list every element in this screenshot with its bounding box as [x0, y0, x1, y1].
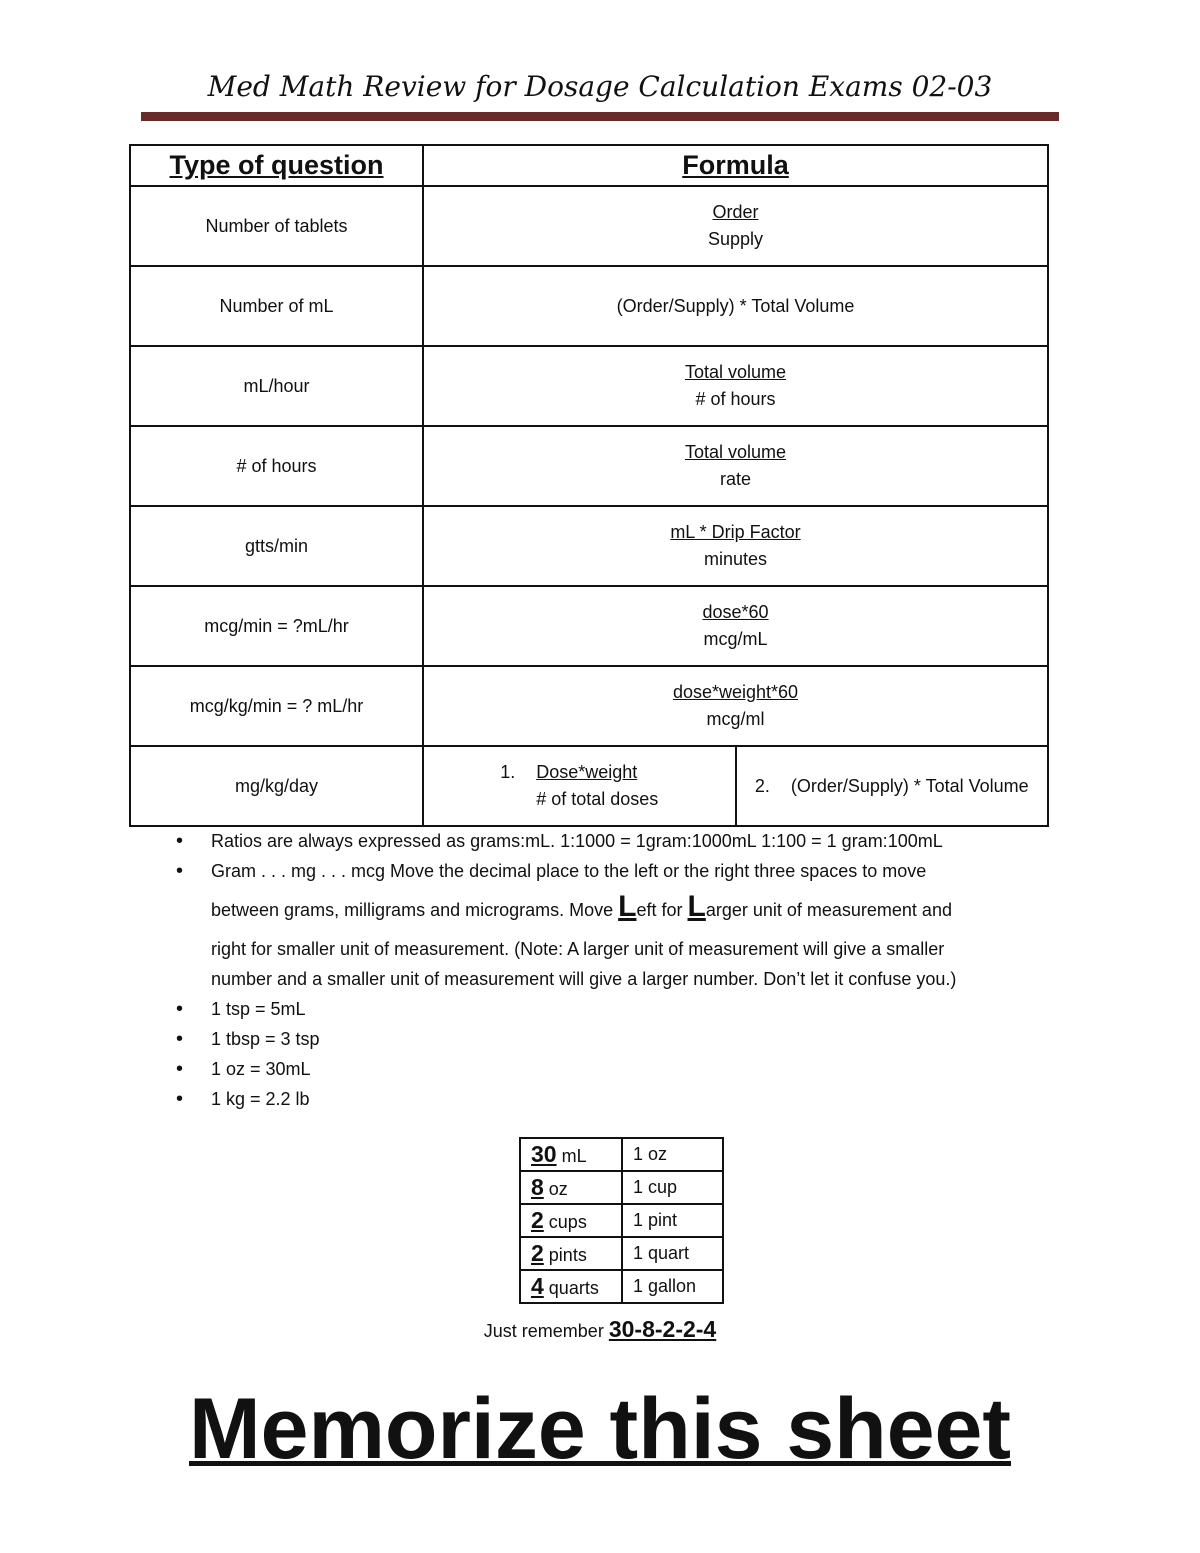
gram-note-line: • Gram . . . mg . . . mcg Move the decimal place to the left or the right three spaces to move: [211, 861, 927, 881]
page-title: Med Math Review for Dosage Calculation Exams 02-03: [207, 70, 993, 103]
formula-cell: [423, 586, 1048, 666]
gram-note-text: eft for: [636, 900, 688, 920]
gram-note-text: arger unit of measurement and: [705, 900, 952, 920]
conversion-number: 4: [531, 1273, 544, 1299]
question-type: Number of mL: [130, 266, 423, 346]
formula-header: Formula: [423, 145, 1048, 186]
formula-numerator: Dose*weight: [536, 762, 638, 782]
list-item: [176, 826, 1056, 856]
formula-numerator: mL * Drip Factor: [670, 522, 801, 542]
conversion-unit: oz: [543, 1179, 568, 1199]
formula-denominator: # of hours: [695, 389, 776, 409]
conversion-quantity: [520, 1237, 622, 1270]
table-row: [520, 1138, 723, 1171]
conversion-number: 8: [531, 1174, 544, 1200]
formula-denominator: mcg/ml: [706, 709, 765, 729]
formula-table: [129, 144, 1049, 827]
formula-cell-split: [423, 746, 1048, 826]
tbsp-note: 1 tbsp = 3 tsp: [211, 1029, 320, 1049]
question-type: gtts/min: [130, 506, 423, 586]
conversion-number: 30: [531, 1141, 557, 1167]
conversion-equivalent: 1 pint: [622, 1204, 723, 1237]
option-number: 2.: [754, 775, 770, 796]
table-row: [130, 426, 1048, 506]
conversion-quantity: [520, 1204, 622, 1237]
gram-note-line: number and a smaller unit of measurement will give a larger number. Don’t let it confuse you.): [211, 969, 957, 989]
conversion-unit: pints: [543, 1245, 587, 1265]
header-rule: [141, 112, 1059, 121]
formula-denominator: mcg/mL: [703, 629, 768, 649]
formula-cell: [423, 346, 1048, 426]
formula-cell: [423, 506, 1048, 586]
big-l-left: L: [618, 890, 637, 923]
formula-denominator: # of total doses: [536, 789, 659, 809]
kg-note: 1 kg = 2.2 lb: [211, 1089, 310, 1109]
formula-denominator: minutes: [703, 549, 768, 569]
oz-note: 1 oz = 30mL: [211, 1059, 311, 1079]
conversion-quantity: [520, 1270, 622, 1303]
formula-numerator: Total volume: [684, 442, 787, 462]
conversion-equivalent: 1 oz: [622, 1138, 723, 1171]
type-of-question-header: Type of question: [130, 145, 423, 186]
list-item: [176, 1054, 1056, 1084]
formula-numerator: Order: [712, 202, 759, 222]
big-l-larger: L: [687, 890, 706, 923]
tsp-note: 1 tsp = 5mL: [211, 999, 306, 1019]
remember-label: Just remember: [483, 1321, 609, 1341]
list-item: [176, 1024, 1056, 1054]
table-row: [520, 1270, 723, 1303]
question-type: mL/hour: [130, 346, 423, 426]
table-row: [130, 266, 1048, 346]
memorize-banner: Memorize this sheet: [189, 1381, 1011, 1477]
formula-text: (Order/Supply) * Total Volume: [790, 775, 1029, 796]
table-row: [130, 586, 1048, 666]
table-row: [520, 1204, 723, 1237]
question-type: mcg/kg/min = ? mL/hr: [130, 666, 423, 746]
list-item: [176, 1084, 1056, 1114]
formula-denominator: Supply: [707, 229, 764, 249]
conversion-quantity: [520, 1171, 622, 1204]
question-type: Number of tablets: [130, 186, 423, 266]
formula-numerator: Total volume: [684, 362, 787, 382]
table-row: [130, 346, 1048, 426]
formula-option-2: [735, 747, 1048, 825]
formula-cell: [423, 186, 1048, 266]
formula-numerator: dose*weight*60: [672, 682, 799, 702]
formula-cell: (Order/Supply) * Total Volume: [423, 266, 1048, 346]
conversion-unit: cups: [543, 1212, 587, 1232]
gram-note-line: [211, 886, 1056, 934]
conversion-equivalent: 1 gallon: [622, 1270, 723, 1303]
formula-option-1: [424, 747, 735, 825]
formula-numerator: dose*60: [702, 602, 769, 622]
conversion-unit: mL: [556, 1146, 587, 1166]
formula-denominator: rate: [719, 469, 752, 489]
conversion-unit: quarts: [543, 1278, 599, 1298]
remember-code: 30-8-2-2-4: [608, 1316, 717, 1342]
table-row: [520, 1237, 723, 1270]
gram-note-line: right for smaller unit of measurement. (Note: A larger unit of measurement will give a smaller: [211, 939, 945, 959]
table-row: [130, 186, 1048, 266]
option-number: 1.: [500, 762, 516, 782]
table-row: [130, 746, 1048, 826]
formula-cell: [423, 426, 1048, 506]
table-row: [520, 1171, 723, 1204]
question-type: # of hours: [130, 426, 423, 506]
remember-line: [0, 1316, 1200, 1343]
conversion-equivalent: 1 cup: [622, 1171, 723, 1204]
conversion-table: [519, 1137, 724, 1304]
table-row: [130, 666, 1048, 746]
table-header-row: [130, 145, 1048, 186]
gram-note-text: between grams, milligrams and micrograms. Move: [211, 900, 619, 920]
notes-list: [176, 826, 1056, 1114]
table-row: [130, 506, 1048, 586]
conversion-number: 2: [531, 1240, 544, 1266]
list-item: [176, 856, 1056, 994]
question-type: mcg/min = ?mL/hr: [130, 586, 423, 666]
formula-cell: [423, 666, 1048, 746]
ratios-note: Ratios are always expressed as grams:mL. 1:1000 = 1gram:1000mL 1:100 = 1 gram:100mL: [211, 831, 943, 851]
list-item: [176, 994, 1056, 1024]
conversion-equivalent: 1 quart: [622, 1237, 723, 1270]
question-type: mg/kg/day: [130, 746, 423, 826]
conversion-quantity: [520, 1138, 622, 1171]
conversion-number: 2: [531, 1207, 544, 1233]
